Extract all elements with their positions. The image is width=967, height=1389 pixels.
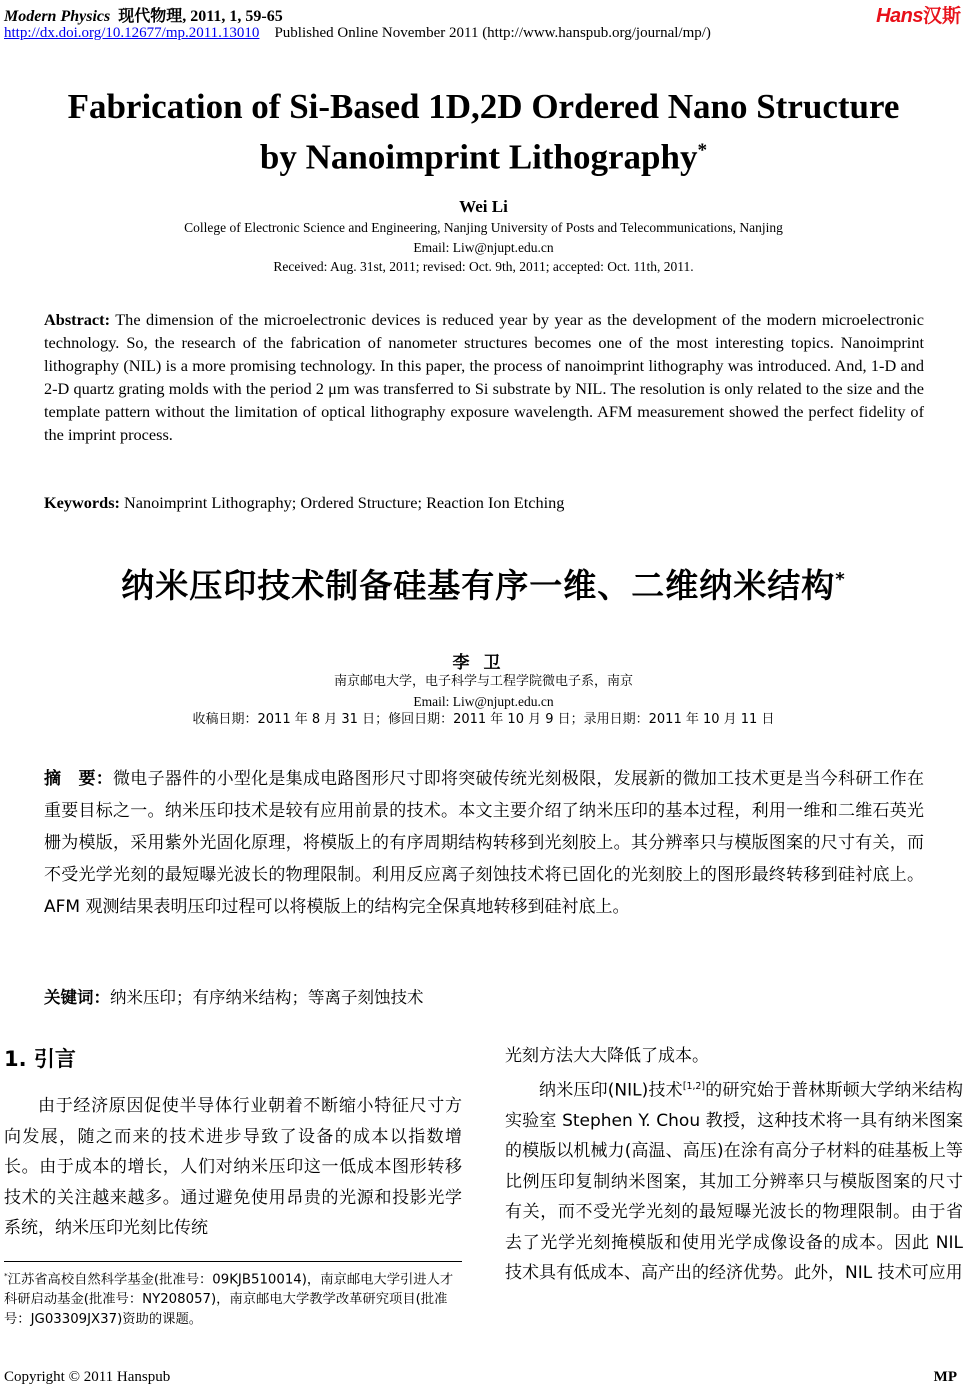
affiliation-en: College of Electronic Science and Engineering, Nanjing University of Posts and Telecommunications, Nanjing	[184, 220, 783, 235]
abstract-cn-text: 微电子器件的小型化是集成电路图形尺寸即将突破传统光刻极限，发展新的微加工技术更是当今科研工作在重要目标之一。纳米压印技术是较有应用前景的技术。本文主要介绍了纳米压印的基本过程，利用一维和二维石英光栅为模版，采用紫外光固化原理，将模版上的有序周期结构转移到光刻胶上。其分辨率只与模版图案的尺寸有关，而不受光学光刻的最短曝光波长的物理限制。利用反应离子刻蚀技术将已固化的光刻胶上的图形最终转移到硅衬底上。AFM 观测结果表明压印过程可以将模版上的结构完全保真地转移到硅衬底上。	[44, 769, 925, 917]
footer-copyright: Copyright © 2011 Hanspub	[4, 1369, 171, 1385]
footnote-divider	[4, 1261, 462, 1262]
paragraph	[505, 1072, 963, 1289]
body-column-right	[505, 1041, 963, 1289]
keywords-en	[44, 493, 564, 513]
logo-hans: Hans	[876, 5, 923, 27]
title-en-line2: by Nanoimprint Lithography	[259, 137, 698, 177]
author-en: Wei Li	[459, 197, 508, 216]
journal-volume: , 2011, 1, 59-65	[182, 8, 283, 25]
dates-en: Received: Aug. 31st, 2011; revised: Oct. 9th, 2011; accepted: Oct. 11th, 2011.	[273, 259, 694, 274]
footnote	[4, 1266, 462, 1330]
logo-cn: 汉斯	[922, 5, 961, 27]
section-heading-intro: 1. 引言	[4, 1047, 76, 1071]
keywords-cn-label: 关键词：	[44, 988, 110, 1007]
keywords-en-label: Keywords:	[44, 493, 120, 512]
abstract-en-text: The dimension of the microelectronic devices is reduced year by year as the development of the modern microelectronic technology. So, the research of the fabrication of nanometer structures becomes one of the most interesting topics. Nanoimprint lithography (NIL) is a more promising technology. In this paper, the process of nanoimprint lithography was introduced. And, 1-D and 2-D quartz grating molds with the period 2 μm was transferred to Si substrate by NIL. The resolution is only related to the size and the template pattern without the limitation of optical lithography exposure wavelength. AFM measurement showed the perfect fidelity of the imprint process.	[44, 310, 924, 444]
email-en: Email: Liw@njupt.edu.cn	[413, 240, 554, 255]
paragraph-text: 纳米压印(NIL)技术	[539, 1080, 683, 1101]
dates-cn: 收稿日期：2011 年 8 月 31 日；修回日期：2011 年 10 月 9 日；录用日期：2011 年 10 月 11 日	[192, 712, 775, 727]
citation-ref[interactable]: [1,2]	[682, 1080, 706, 1092]
footnote-mark: *	[4, 1271, 8, 1280]
title-cn-text: 纳米压印技术制备硅基有序一维、二维纳米结构	[121, 566, 836, 605]
title-en-line1: Fabrication of Si-Based 1D,2D Ordered Nano Structure	[67, 87, 900, 126]
doi-link[interactable]: http://dx.doi.org/10.12677/mp.2011.13010	[4, 25, 260, 41]
journal-citation	[4, 3, 283, 26]
keywords-en-text: Nanoimprint Lithography; Ordered Structure; Reaction Ion Etching	[124, 493, 565, 512]
body-column-left	[4, 1091, 462, 1244]
doi-line	[4, 25, 711, 42]
keywords-cn	[44, 984, 424, 1008]
abstract-cn-label: 摘 要：	[44, 769, 114, 789]
affiliation-cn: 南京邮电大学，电子科学与工程学院微电子系，南京	[333, 674, 633, 689]
keywords-cn-text: 纳米压印；有序纳米结构；等离子刻蚀技术	[110, 988, 424, 1007]
journal-name-en: Modern Physics	[4, 8, 111, 25]
author-cn: 李卫	[452, 653, 515, 673]
abstract-en	[44, 308, 924, 446]
abstract-en-label: Abstract:	[44, 310, 111, 329]
footnote-text: 江苏省高校自然科学基金(批准号：09KJB510014)，南京邮电大学引进人才科研启动基金(批准号：NY208057)，南京邮电大学教学改革研究项目(批准号：JG03309JX37)资助的课题。	[4, 1272, 454, 1328]
publisher-logo	[876, 1, 961, 28]
title-cn-footnote-mark: *	[835, 569, 846, 590]
email-cn: Email: Liw@njupt.edu.cn	[413, 694, 554, 709]
title-en	[0, 85, 967, 180]
paragraph: 由于经济原因促使半导体行业朝着不断缩小特征尺寸方向发展，随之而来的技术进步导致了设备的成本以指数增长。由于成本的增长，人们对纳米压印这一低成本图形转移技术的关注越来越多。通过避免使用昂贵的光源和投影光学系统，纳米压印光刻比传统	[4, 1096, 462, 1238]
abstract-cn	[44, 763, 924, 923]
title-footnote-mark: *	[697, 140, 708, 161]
footer-journal-abbr: MP	[933, 1369, 957, 1385]
paragraph: 光刻方法大大降低了成本。	[505, 1046, 709, 1066]
paragraph-text: 的研究始于普林斯顿大学纳米结构实验室 Stephen Y. Chou 教授，这种技术将一具有纳米图案的模版以机械力(高温、高压)在涂有高分子材料的硅基板上等比例压印复制纳米图案，其加工分辨率只与模版图案的尺寸有关，而不受光学光刻的最短曝光波长的物理限制。由于省去了光学光刻掩模版和使用光学成像设备的成本。因此 NIL 技术具有低成本、高产出的经济优势。此外，NIL 技术可应用	[505, 1080, 963, 1284]
title-cn	[0, 560, 967, 607]
published-online: Published Online November 2011 (http://www.hanspub.org/journal/mp/)	[274, 25, 711, 41]
journal-name-cn: 现代物理	[118, 8, 183, 25]
